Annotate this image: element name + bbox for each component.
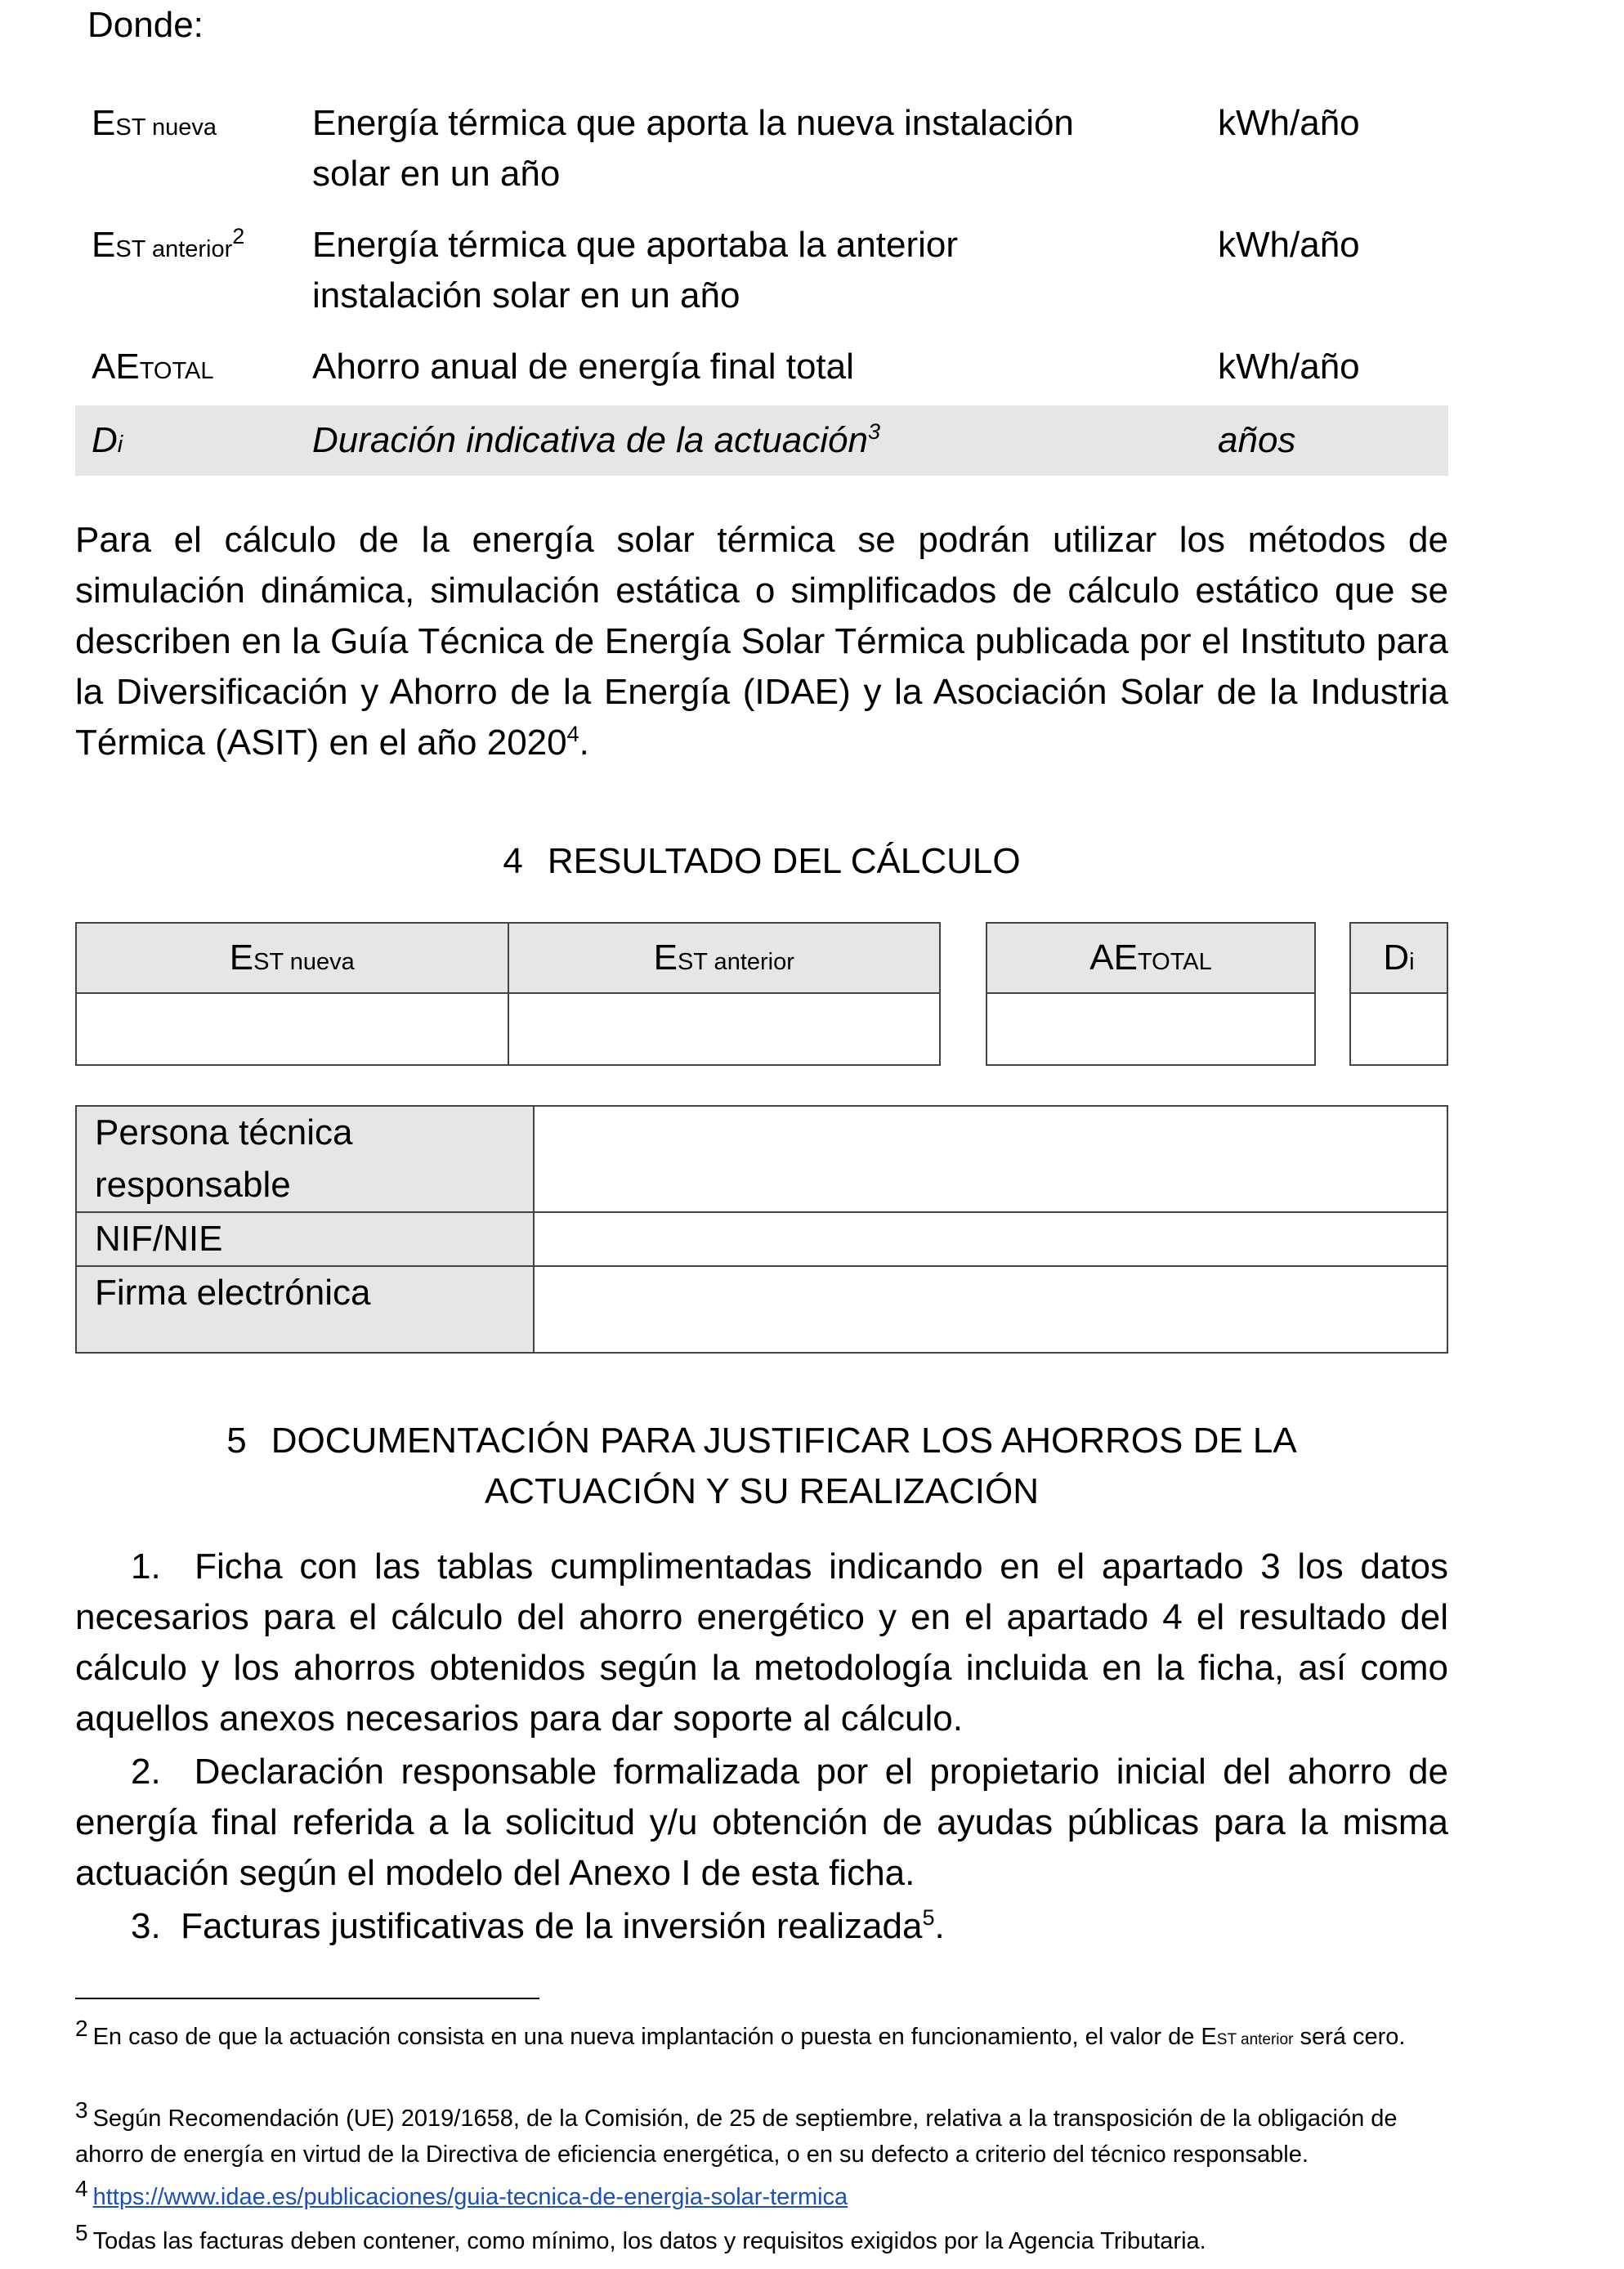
- section-number: 4: [503, 841, 523, 881]
- definition-row-highlighted: [75, 405, 1448, 476]
- header-ae-total: AETOTAL: [986, 923, 1315, 993]
- intro-text: Donde:: [87, 5, 204, 45]
- field-nif[interactable]: [534, 1212, 1447, 1266]
- footnote-separator: [75, 1998, 539, 1999]
- definition-unit: kWh/año: [1218, 225, 1360, 265]
- definition-symbol: AETOTAL: [92, 347, 214, 387]
- header-est-anterior: EST anterior: [508, 923, 941, 993]
- responsible-table: [75, 1105, 1448, 1354]
- definition-unit: kWh/año: [1218, 347, 1360, 387]
- definition-row: [75, 220, 1448, 326]
- results-table-energies: [75, 922, 941, 1066]
- definition-description: Duración indicativa de la actuación$^3$: [312, 419, 880, 460]
- list-item: 1. Ficha con las tablas cumplimentadas indicando en el apartado 3 los datos necesarios para el cálculo del ahorro energético y en el apartado 4 el resultado del cálculo y los ahorros obtenidos según la metodología incluida en la ficha, así como aquellos anexos necesarios para dar soporte al cálculo.: [75, 1546, 1449, 1739]
- definition-unit: años: [1218, 420, 1296, 460]
- definition-unit: kWh/año: [1218, 103, 1360, 143]
- field-persona-tecnica[interactable]: [534, 1106, 1447, 1212]
- definition-row: [75, 342, 1448, 392]
- label-firma: Firma electrónica: [76, 1266, 534, 1353]
- guide-link[interactable]: https://www.idae.es/publicaciones/guia-tecnica-de-energia-solar-termica: [92, 2184, 848, 2210]
- footnote-4: $^4$ https://www.idae.es/publicaciones/guia-tecnica-de-energia-solar-termica: [75, 2176, 848, 2210]
- value-di[interactable]: [1350, 993, 1447, 1065]
- value-est-anterior[interactable]: [508, 993, 941, 1065]
- results-table-di: [1349, 922, 1448, 1066]
- value-ae-total[interactable]: [986, 993, 1315, 1065]
- list-item: 2. Declaración responsable formalizada por el propietario inicial del ahorro de energía final referida a la solicitud y/u obtención de ayudas públicas para la misma actuación según el modelo del Anexo I de esta ficha.: [75, 1752, 1448, 1893]
- method-paragraph: Para el cálculo de la energía solar térmica se podrán utilizar los métodos de simulación dinámica, simulación estática o simplificados de cálculo estático que se describen en la Guía Técnica de Energía Solar Térmica publicada por el Instituto para la Diversificación y Ahorro de la Energía (IDAE) y la Asociación Solar de la Industria Térmica (ASIT) en el año 2020$^4$.: [75, 520, 1448, 763]
- definition-symbol: EST nueva: [92, 103, 217, 143]
- header-di: Di: [1350, 923, 1447, 993]
- results-table-ae-total: [986, 922, 1316, 1066]
- footnote-3: $^3$ Según Recomendación (UE) 2019/1658, de la Comisión, de 25 de septiembre, relativa a la transposición de la obligación de ahorro de energía en virtud de la Directiva de eficiencia energética, o en su defecto a criterio del técnico responsable.: [75, 2097, 1398, 2168]
- definition-symbol: EST anterior$^2$: [92, 224, 245, 265]
- section-number: 5: [226, 1421, 247, 1461]
- definition-description: Energía térmica que aporta la nueva instalación solar en un año: [312, 103, 1074, 194]
- field-firma[interactable]: [534, 1266, 1447, 1353]
- definition-row: [75, 98, 1448, 204]
- section-4-heading: [75, 836, 1448, 887]
- section-title-line2: ACTUACIÓN Y SU REALIZACIÓN: [484, 1471, 1040, 1511]
- footnote-5: $^5$ Todas las facturas deben contener, como mínimo, los datos y requisitos exigidos por la Agencia Tributaria.: [75, 2220, 1206, 2254]
- definition-symbol: Di: [92, 420, 123, 460]
- value-est-nueva[interactable]: [76, 993, 508, 1065]
- definition-description: Ahorro anual de energía final total: [312, 347, 854, 387]
- definition-description: Energía térmica que aportaba la anterior instalación solar en un año: [312, 225, 959, 316]
- section-title: RESULTADO DEL CÁLCULO: [547, 841, 1021, 881]
- section-title-line1: DOCUMENTACIÓN PARA JUSTIFICAR LOS AHORROS DE LA: [271, 1421, 1297, 1461]
- header-est-nueva: EST nueva: [76, 923, 508, 993]
- footnote-2: $^2$ En caso de que la actuación consista en una nueva implantación o puesta en funcionamiento, el valor de EST anterior será cero.: [75, 2016, 1406, 2050]
- label-nif: NIF/NIE: [76, 1212, 534, 1266]
- list-item: 3. Facturas justificativas de la inversión realizada$^5$.: [131, 1905, 945, 1946]
- label-persona-tecnica: Persona técnica responsable: [76, 1106, 534, 1212]
- section-5-heading: [75, 1416, 1448, 1517]
